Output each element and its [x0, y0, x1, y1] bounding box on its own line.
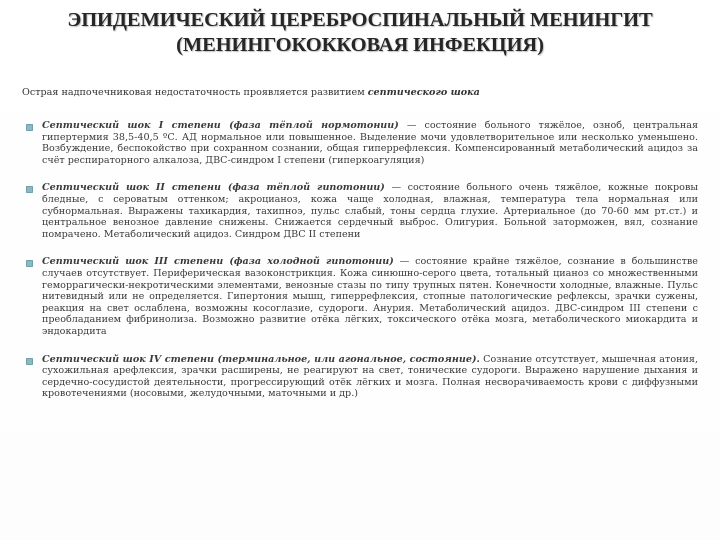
stage-1-text: — состояние больного тяжёлое, озноб, центральная гипертермия 38,5-40,5 ºС. АД нормальное или повышенное. Выделение мочи удовлетворительное или несколько уменьшено. Возбуждение, беспокойство при сохранном сознании, общая гиперрефлексия. Компенсированный метаболический ацидоз за счёт респираторного алкалоза, ДВС-синдром I степени (гиперкоагуляция) [42, 120, 698, 166]
stage-3-heading: Септический шок III степени (фаза холодной гипотонии) [42, 256, 394, 268]
bullet-stage-1 [22, 120, 698, 166]
stage-1-heading: Септический шок I степени (фаза тёплой нормотонии) [42, 120, 399, 131]
square-bullet-icon [26, 358, 33, 365]
stage-4-text: Сознание отсутствует, мышечная атония, сухожильная арефлексия, зрачки расширены, не реагируют на свет, тонические судороги. Выражено нарушение дыхания и сердечно-сосудистой деятельности, прогрессирующий отёк лёгких и мозга. Полная несворачиваемость крови с диффузными кровотечениями (носовыми, желудочными, маточными и др.) [42, 353, 698, 400]
slide-title [18, 8, 702, 58]
stage-2-text: — состояние больного очень тяжёлое, кожные покровы бледные, с сероватым оттенком; акроцианоз, кожа чаще холодная, влажная, температура тела нормальная или субнормальная. Выражены тахикардия, тахипноэ, пульс слабый, тоны сердца глухие. Артериальное (до 70-60 мм рт.ст.) и центральное венозное давление снижены. Снижается сердечный выброс. Олигурия. Больной заторможен, вял, сознание помрачено. Метаболический ацидоз. Синдром ДВС II степени [42, 182, 698, 240]
intro-highlight: септического шока [367, 87, 480, 98]
square-bullet-icon [26, 124, 33, 131]
stage-2-heading: Септический шок II степени (фаза тёплой гипотонии) [42, 182, 385, 194]
shock-stages-list [22, 120, 698, 400]
title-line-1: ЭПИДЕМИЧЕСКИЙ ЦЕРЕБРОСПИНАЛЬНЫЙ МЕНИНГИТ [67, 9, 653, 31]
stage-4-heading: Септический шок IV степени (терминальное, или агональное, состояние). [42, 353, 480, 365]
bullet-stage-4 [22, 354, 698, 400]
intro-text: Острая надпочечниковая недостаточность проявляется развитием [22, 87, 368, 98]
intro-paragraph [22, 86, 702, 99]
title-line-2: (МЕНИНГОКОККОВАЯ ИНФЕКЦИЯ) [176, 34, 544, 56]
bullet-stage-3 [22, 256, 698, 337]
square-bullet-icon [26, 260, 33, 267]
bullet-stage-2 [22, 182, 698, 240]
square-bullet-icon [26, 186, 33, 193]
stage-3-text: — состояние крайне тяжёлое, сознание в большинстве случаев отсутствует. Периферическая вазоконстрикция. Кожа синюшно-серого цвета, тотальный цианоз со множественными геморрагически-некротическими элементами, венозные стазы по типу трупных пятен. Конечности холодные, влажные. Пульс нитевидный или не определяется. Гипертония мышц, гиперрефлексия, стопные патологические рефлексы, зрачки сужены, реакция на свет ослаблена, возможны косоглазие, судороги. Анурия. Метаболический ацидоз. ДВС-синдром III степени с преобладанием фибринолиза. Возможно развитие отёка лёгких, токсического отёка мозга, метаболического миокардита и эндокардита [42, 256, 698, 337]
